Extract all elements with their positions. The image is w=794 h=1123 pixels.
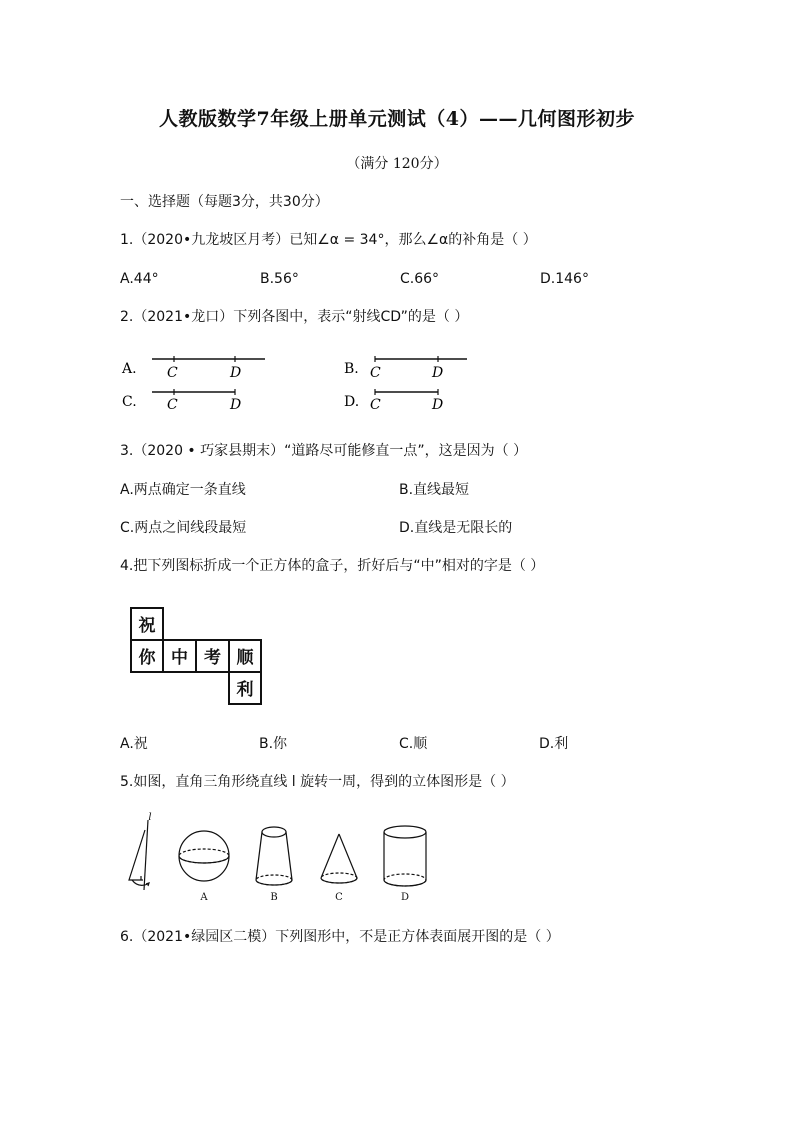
q2-label-d: D.	[344, 394, 360, 410]
q2-b-point-c: C	[370, 365, 381, 381]
question-3-option-d: D.直线是无限长的	[399, 520, 513, 536]
net-cell-shun: 顺	[236, 648, 254, 668]
solid-d-label: D	[400, 892, 410, 903]
q2-label-a: A.	[122, 361, 137, 377]
q2-d-point-c: C	[370, 397, 381, 413]
question-3-stem: 3.（2020 • 巧家县期末）“道路尽可能修直一点”，这是因为（ ）	[120, 443, 528, 459]
page-title: 人教版数学7年级上册单元测试（4）——几何图形初步	[159, 108, 635, 130]
solid-c-label: C	[335, 892, 343, 903]
question-4-stem: 4.把下列图标折成一个正方体的盒子，折好后与“中”相对的字是（ ）	[120, 558, 545, 574]
q2-c-point-d: D	[230, 397, 242, 413]
q2-label-c: C.	[122, 394, 137, 410]
question-3-option-c: C.两点之间线段最短	[120, 520, 247, 536]
question-3-option-b: B.直线最短	[399, 482, 470, 498]
question-2-figure	[118, 346, 488, 416]
question-1-stem: 1.（2020•九龙坡区月考）已知∠α = 34°，那么∠α的补角是（ ）	[120, 232, 537, 248]
section-heading: 一、选择题（每题3分，共30分）	[120, 194, 329, 210]
question-4-option-b: B.你	[259, 736, 288, 752]
question-1-option-d: D.146°	[540, 271, 589, 287]
question-5-stem: 5.如图，直角三角形绕直线 l 旋转一周，得到的立体图形是（ ）	[120, 774, 515, 790]
question-6-stem: 6.（2021•绿园区二模）下列图形中，不是正方体表面展开图的是（ ）	[120, 929, 560, 945]
net-cell-zhong: 中	[171, 648, 188, 668]
q2-label-b: B.	[344, 361, 359, 377]
solids-figure	[122, 810, 442, 905]
question-4-option-d: D.利	[539, 736, 569, 752]
q2-b-point-d: D	[432, 365, 444, 381]
question-3-option-a: A.两点确定一条直线	[120, 482, 246, 498]
question-1-option-b: B.56°	[260, 271, 299, 287]
solid-b-label: B	[270, 892, 278, 903]
score-note: （满分 120分）	[346, 156, 448, 172]
question-4-option-c: C.顺	[399, 736, 428, 752]
solid-a-label: A	[200, 892, 208, 903]
question-1-option-a: A.44°	[120, 271, 159, 287]
net-cell-kao: 考	[204, 648, 221, 668]
q2-d-point-d: D	[432, 397, 444, 413]
net-cell-ni: 你	[138, 648, 156, 668]
net-cell-zhu: 祝	[138, 616, 156, 636]
q2-a-point-c: C	[167, 365, 178, 381]
question-4-option-a: A.祝	[120, 736, 148, 752]
axis-l-label: l	[148, 812, 152, 823]
cube-net-figure	[130, 607, 265, 707]
q2-a-point-d: D	[230, 365, 242, 381]
q2-c-point-c: C	[167, 397, 178, 413]
net-cell-li: 利	[236, 680, 254, 700]
question-2-stem: 2.（2021•龙口）下列各图中，表示“射线CD”的是（ ）	[120, 309, 469, 325]
question-1-option-c: C.66°	[400, 271, 440, 287]
